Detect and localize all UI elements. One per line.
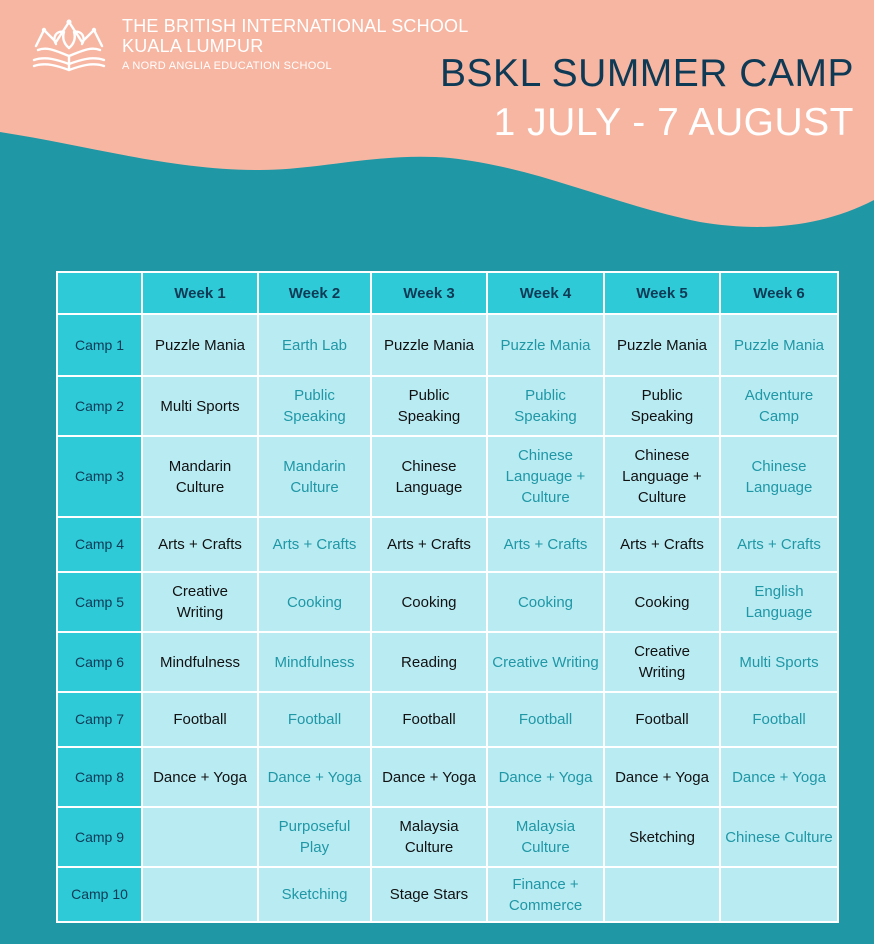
activity-cell: Chinese Language + Culture: [487, 436, 604, 517]
camp-dates: 1 JULY - 7 AUGUST: [493, 101, 854, 144]
activity-cell: English Language: [720, 572, 838, 632]
camp-label: Camp 9: [57, 807, 142, 867]
activity-cell: Creative Writing: [142, 572, 258, 632]
activity-cell: Football: [487, 692, 604, 747]
activity-cell: Sketching: [604, 807, 720, 867]
camp-label: Camp 3: [57, 436, 142, 517]
activity-cell: Football: [371, 692, 487, 747]
school-name: [122, 16, 468, 56]
schedule-body: [57, 314, 838, 922]
activity-cell: Creative Writing: [604, 632, 720, 692]
camp-row: [57, 867, 838, 922]
activity-cell: Football: [604, 692, 720, 747]
activity-cell: Adventure Camp: [720, 376, 838, 436]
activity-cell: Public Speaking: [604, 376, 720, 436]
week-header-5: Week 5: [604, 272, 720, 314]
header-row: [57, 272, 838, 314]
camp-row: [57, 632, 838, 692]
activity-cell: Earth Lab: [258, 314, 371, 376]
activity-cell: Cooking: [258, 572, 371, 632]
activity-cell: Arts + Crafts: [487, 517, 604, 572]
activity-cell: Cooking: [604, 572, 720, 632]
activity-cell: Dance + Yoga: [720, 747, 838, 807]
activity-cell: Arts + Crafts: [142, 517, 258, 572]
activity-cell: Puzzle Mania: [142, 314, 258, 376]
camp-label: Camp 7: [57, 692, 142, 747]
activity-cell: Football: [720, 692, 838, 747]
corner-cell: [57, 272, 142, 314]
school-name-line2: KUALA LUMPUR: [122, 36, 264, 56]
activity-cell: Purposeful Play: [258, 807, 371, 867]
activity-cell: Malaysia Culture: [371, 807, 487, 867]
activity-cell: Arts + Crafts: [604, 517, 720, 572]
activity-cell: Creative Writing: [487, 632, 604, 692]
activity-cell: Arts + Crafts: [371, 517, 487, 572]
camp-label: Camp 1: [57, 314, 142, 376]
empty-cell: [720, 867, 838, 922]
activity-cell: Cooking: [487, 572, 604, 632]
activity-cell: Public Speaking: [371, 376, 487, 436]
activity-cell: Cooking: [371, 572, 487, 632]
activity-cell: Public Speaking: [258, 376, 371, 436]
activity-cell: Dance + Yoga: [142, 747, 258, 807]
activity-cell: Chinese Culture: [720, 807, 838, 867]
empty-cell: [604, 867, 720, 922]
week-header-1: Week 1: [142, 272, 258, 314]
activity-cell: Arts + Crafts: [720, 517, 838, 572]
camp-row: [57, 436, 838, 517]
activity-cell: Chinese Language + Culture: [604, 436, 720, 517]
school-subtitle: A NORD ANGLIA EDUCATION SCHOOL: [122, 60, 332, 72]
camp-row: [57, 517, 838, 572]
camp-row: [57, 572, 838, 632]
activity-cell: Reading: [371, 632, 487, 692]
week-header-6: Week 6: [720, 272, 838, 314]
activity-cell: Sketching: [258, 867, 371, 922]
activity-cell: Public Speaking: [487, 376, 604, 436]
camp-label: Camp 5: [57, 572, 142, 632]
activity-cell: Multi Sports: [142, 376, 258, 436]
activity-cell: Malaysia Culture: [487, 807, 604, 867]
activity-cell: Football: [258, 692, 371, 747]
activity-cell: Finance + Commerce: [487, 867, 604, 922]
camp-label: Camp 6: [57, 632, 142, 692]
week-header-3: Week 3: [371, 272, 487, 314]
camp-row: [57, 376, 838, 436]
empty-cell: [142, 867, 258, 922]
camp-label: Camp 2: [57, 376, 142, 436]
camp-row: [57, 314, 838, 376]
activity-cell: Puzzle Mania: [720, 314, 838, 376]
week-header-2: Week 2: [258, 272, 371, 314]
camp-row: [57, 692, 838, 747]
activity-cell: Stage Stars: [371, 867, 487, 922]
activity-cell: Dance + Yoga: [258, 747, 371, 807]
camp-row: [57, 807, 838, 867]
activity-cell: Puzzle Mania: [487, 314, 604, 376]
activity-cell: Chinese Language: [371, 436, 487, 517]
activity-cell: Dance + Yoga: [604, 747, 720, 807]
activity-cell: Chinese Language: [720, 436, 838, 517]
school-name-line1: THE BRITISH INTERNATIONAL SCHOOL: [122, 16, 469, 36]
camp-schedule-table: [56, 271, 839, 923]
camp-label: Camp 4: [57, 517, 142, 572]
activity-cell: Dance + Yoga: [487, 747, 604, 807]
week-header-4: Week 4: [487, 272, 604, 314]
activity-cell: Mindfulness: [142, 632, 258, 692]
activity-cell: Multi Sports: [720, 632, 838, 692]
activity-cell: Football: [142, 692, 258, 747]
empty-cell: [142, 807, 258, 867]
activity-cell: Puzzle Mania: [604, 314, 720, 376]
activity-cell: Mandarin Culture: [258, 436, 371, 517]
school-crest-icon: [28, 16, 110, 74]
camp-label: Camp 8: [57, 747, 142, 807]
activity-cell: Dance + Yoga: [371, 747, 487, 807]
activity-cell: Arts + Crafts: [258, 517, 371, 572]
page-title: BSKL SUMMER CAMP: [440, 52, 854, 95]
activity-cell: Mindfulness: [258, 632, 371, 692]
camp-label: Camp 10: [57, 867, 142, 922]
activity-cell: Mandarin Culture: [142, 436, 258, 517]
activity-cell: Puzzle Mania: [371, 314, 487, 376]
camp-row: [57, 747, 838, 807]
